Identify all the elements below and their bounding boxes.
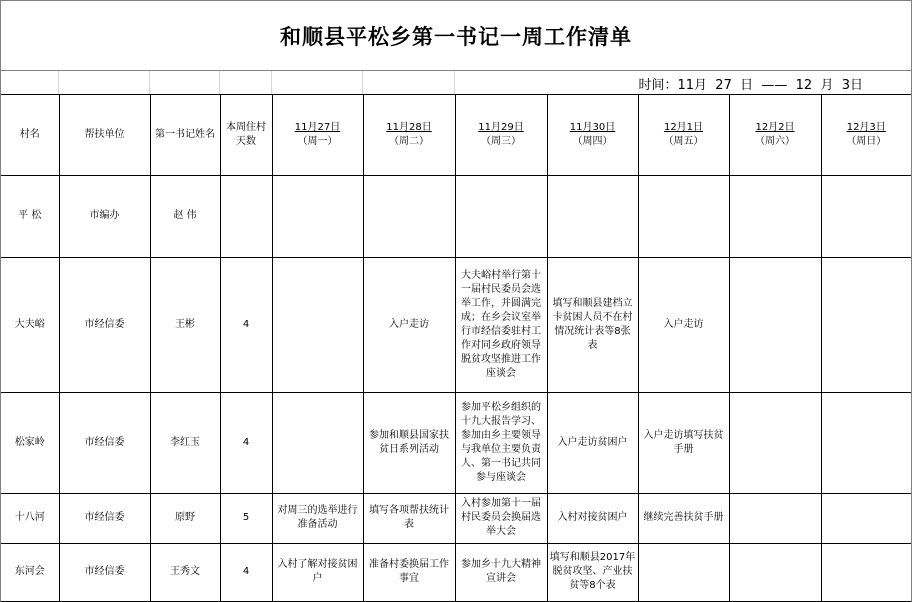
sheet-title: 和顺县平松乡第一书记一周工作清单 <box>1 1 911 71</box>
grid-cell <box>150 71 220 94</box>
fri-cell: 入户走访 <box>638 257 729 392</box>
secretary-cell: 王秀文 <box>150 543 220 601</box>
header-row <box>1 95 911 175</box>
sat-cell <box>729 543 821 601</box>
grid-cell <box>220 71 272 94</box>
village-cell: 东河会 <box>1 543 59 601</box>
unit-cell: 市经信委 <box>59 392 150 493</box>
header-day-sun: 12月3日 （周日） <box>821 95 911 175</box>
sun-cell <box>821 493 911 543</box>
village-cell: 十八河 <box>1 493 59 543</box>
thu-cell: 入户走访贫困户 <box>547 392 638 493</box>
tue-cell <box>363 175 455 257</box>
mon-cell <box>272 175 363 257</box>
date-range: 时间：11月 27 日 —— 12 月 3日 <box>639 74 864 93</box>
header-unit: 帮扶单位 <box>59 95 150 175</box>
sat-cell <box>729 493 821 543</box>
wed-cell: 大夫峪村举行第十一届村民委员会选举工作，并圆满完成；在乡会议室举行市经信委驻村工作对同乡政府领导脱贫攻坚推进工作座谈会 <box>455 257 547 392</box>
header-village: 村名 <box>1 95 59 175</box>
fri-cell <box>638 543 729 601</box>
header-day-mon: 11月27日 （周一） <box>272 95 363 175</box>
grid-cell <box>1 71 59 94</box>
days-cell: 5 <box>220 493 272 543</box>
village-cell: 大夫峪 <box>1 257 59 392</box>
table-row <box>1 493 911 543</box>
days-cell: 4 <box>220 543 272 601</box>
work-schedule-table <box>1 95 911 602</box>
days-cell: 4 <box>220 392 272 493</box>
sat-cell <box>729 392 821 493</box>
wed-cell: 参加平松乡组织的十九大报告学习、参加由乡主要领导与我单位主要负责人、第一书记共同参与座谈会 <box>455 392 547 493</box>
header-secretary: 第一书记姓名 <box>150 95 220 175</box>
tue-cell: 填写各项帮扶统计表 <box>363 493 455 543</box>
mon-cell: 入村了解对接贫困户 <box>272 543 363 601</box>
thu-cell: 填写和顺县建档立卡贫困人员不在村情况统计表等8张表 <box>547 257 638 392</box>
wed-cell: 入村参加第十一届村民委员会换届选举大会 <box>455 493 547 543</box>
village-cell: 松家岭 <box>1 392 59 493</box>
tue-cell: 参加和顺县国家扶贫日系列活动 <box>363 392 455 493</box>
sun-cell <box>821 257 911 392</box>
header-day-thu: 11月30日 （周四） <box>547 95 638 175</box>
sat-cell <box>729 257 821 392</box>
sun-cell <box>821 392 911 493</box>
secretary-cell: 王彬 <box>150 257 220 392</box>
fri-cell <box>638 175 729 257</box>
secretary-cell: 李红玉 <box>150 392 220 493</box>
unit-cell: 市经信委 <box>59 493 150 543</box>
thu-cell: 入村对接贫困户 <box>547 493 638 543</box>
header-day-tue: 11月28日 （周二） <box>363 95 455 175</box>
sat-cell <box>729 175 821 257</box>
days-cell <box>220 175 272 257</box>
village-cell: 平 松 <box>1 175 59 257</box>
grid-cell <box>363 71 455 94</box>
header-day-wed: 11月29日 （周三） <box>455 95 547 175</box>
thu-cell: 填写和顺县2017年脱贫攻坚、产业扶贫等8个表 <box>547 543 638 601</box>
thu-cell <box>547 175 638 257</box>
date-range-row <box>1 71 911 95</box>
mon-cell <box>272 392 363 493</box>
sun-cell <box>821 543 911 601</box>
tue-cell: 入户走访 <box>363 257 455 392</box>
unit-cell: 市编办 <box>59 175 150 257</box>
mon-cell <box>272 257 363 392</box>
grid-cell <box>59 71 150 94</box>
days-cell: 4 <box>220 257 272 392</box>
sun-cell <box>821 175 911 257</box>
fri-cell: 继续完善扶贫手册 <box>638 493 729 543</box>
table-row <box>1 257 911 392</box>
unit-cell: 市经信委 <box>59 543 150 601</box>
fri-cell: 入户走访填写扶贫手册 <box>638 392 729 493</box>
unit-cell: 市经信委 <box>59 257 150 392</box>
header-day-fri: 12月1日 （周五） <box>638 95 729 175</box>
table-row <box>1 543 911 601</box>
header-day-sat: 12月2日 （周六） <box>729 95 821 175</box>
wed-cell <box>455 175 547 257</box>
table-row <box>1 392 911 493</box>
grid-cell <box>272 71 363 94</box>
tue-cell: 准备村委换届工作事宜 <box>363 543 455 601</box>
wed-cell: 参加乡十九大精神宣讲会 <box>455 543 547 601</box>
mon-cell: 对周三的选举进行准备活动 <box>272 493 363 543</box>
secretary-cell: 原野 <box>150 493 220 543</box>
table-row <box>1 175 911 257</box>
secretary-cell: 赵 伟 <box>150 175 220 257</box>
header-days-in-village: 本周住村天数 <box>220 95 272 175</box>
